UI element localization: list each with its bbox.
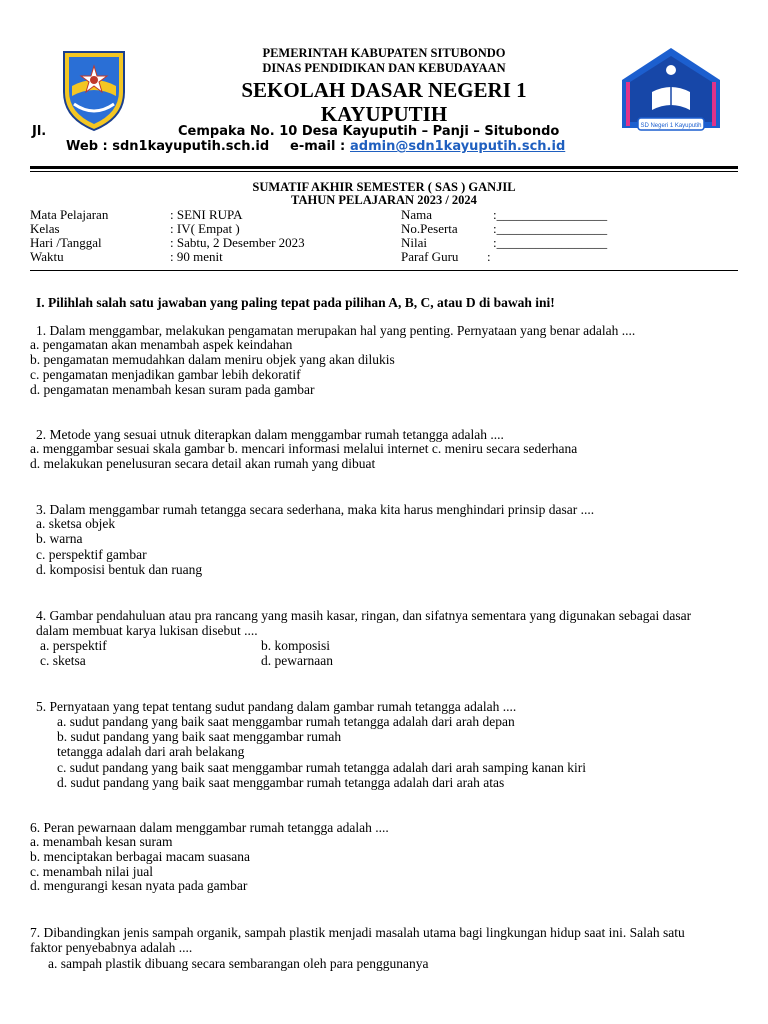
question-5-option-c: c. sudut pandang yang baik saat menggambar rumah tetangga adalah dari arah samping kanan kiri (57, 760, 586, 775)
school-name-line1: SEKOLAH DASAR NEGERI 1 (241, 78, 527, 102)
exam-year: TAHUN PELAJARAN 2023 / 2024 (291, 193, 477, 207)
info-value-participant-no[interactable]: :_________________ (493, 221, 608, 236)
exam-title: SUMATIF AKHIR SEMESTER ( SAS ) GANJIL (252, 180, 516, 194)
question-1-option-c: c. pengamatan menjadikan gambar lebih dekoratif (30, 367, 301, 382)
question-6-option-d: d. mengurangi kesan nyata pada gambar (30, 878, 248, 893)
question-3-option-c: c. perspektif gambar (36, 547, 147, 562)
info-label-subject: Mata Pelajaran (30, 207, 109, 222)
info-value-subject: : SENI RUPA (170, 207, 243, 222)
header-government: PEMERINTAH KABUPATEN SITUBONDO (262, 46, 506, 60)
header-department: DINAS PENDIDIKAN DAN KEBUDAYAAN (262, 61, 506, 75)
question-5-stem: 5. Pernyataan yang tepat tentang sudut pandang dalam gambar rumah tetangga adalah .... (36, 699, 517, 714)
email-link[interactable]: admin@sdn1kayuputih.sch.id (350, 139, 566, 154)
question-6-option-c: c. menambah nilai jual (30, 864, 153, 879)
address: Cempaka No. 10 Desa Kayuputih – Panji – Situbondo (178, 124, 560, 139)
question-4-option-d: d. pewarnaan (261, 653, 333, 668)
header-divider-thick (30, 166, 738, 169)
instruction: I. Pilihlah salah satu jawaban yang paling tepat pada pilihan A, B, C, atau D di bawah ini! (36, 295, 555, 310)
info-label-time: Waktu (30, 249, 64, 264)
question-4-option-b: b. komposisi (261, 638, 331, 653)
question-6-stem: 6. Peran pewarnaan dalam menggambar rumah tetangga adalah .... (30, 820, 389, 835)
question-1-option-a: a. pengamatan akan menambah aspek keindahan (30, 337, 293, 352)
question-1-option-d: d. pengamatan menambah kesan suram pada gambar (30, 382, 315, 397)
question-7-option-a: a. sampah plastik dibuang secara sembarangan oleh para penggunanya (48, 956, 429, 971)
question-3-option-d: d. komposisi bentuk dan ruang (36, 562, 203, 577)
info-label-class: Kelas (30, 221, 60, 236)
question-1-option-b: b. pengamatan memudahkan dalam meniru objek yang akan dilukis (30, 352, 395, 367)
question-4-stem: 4. Gambar pendahuluan atau pra rancang yang masih kasar, ringan, dan sifatnya sementara yang digunakan sebagai dasar (36, 608, 692, 623)
question-5-option-b: b. sudut pandang yang baik saat menggambar rumah (57, 729, 342, 744)
question-2-options-abc: a. menggambar sesuai skala gambar b. mencari informasi melalui internet c. meniru secara sederhana (30, 441, 578, 456)
question-7-stem: 7. Dibandingkan jenis sampah organik, sampah plastik menjadi masalah utama bagi lingkungan hidup saat ini. Salah satu (30, 925, 685, 940)
email-label: e-mail : (290, 139, 346, 154)
school-name-line2: KAYUPUTIH (320, 102, 448, 126)
info-label-teacher-sign: Paraf Guru (401, 249, 459, 264)
info-value-class: : IV( Empat ) (170, 221, 240, 236)
question-4-stem-cont: dalam membuat karya lukisan disebut .... (36, 623, 258, 638)
website: Web : sdn1kayuputih.sch.id (66, 139, 270, 154)
info-value-name[interactable]: :_________________ (493, 207, 608, 222)
question-1-stem: 1. Dalam menggambar, melakukan pengamatan merupakan hal yang penting. Pernyataan yang benar adalah .... (36, 323, 636, 338)
school-logo-text: SD Negeri 1 Kayuputih (640, 123, 702, 129)
info-divider (30, 270, 738, 271)
info-value-time: : 90 menit (170, 249, 223, 264)
info-label-participant-no: No.Peserta (401, 221, 458, 236)
question-4-option-a: a. perspektif (40, 638, 107, 653)
question-5-option-a: a. sudut pandang yang baik saat menggambar rumah tetangga adalah dari arah depan (57, 714, 515, 729)
info-value-date: : Sabtu, 2 Desember 2023 (170, 235, 305, 250)
address-prefix: Jl. (32, 124, 47, 139)
info-label-date: Hari /Tanggal (30, 235, 102, 250)
info-value-teacher-sign: : (487, 249, 491, 264)
question-4-option-c: c. sketsa (40, 653, 86, 668)
question-2-stem: 2. Metode yang sesuai utnuk diterapkan dalam menggambar rumah tetangga adalah .... (36, 427, 504, 442)
question-7-stem-cont: faktor penyebabnya adalah .... (30, 940, 193, 955)
question-3-option-a: a. sketsa objek (36, 516, 116, 531)
question-5-option-d: d. sudut pandang yang baik saat menggambar rumah tetangga adalah dari arah atas (57, 775, 505, 790)
question-2-option-d: d. melakukan penelusuran secara detail akan rumah yang dibuat (30, 456, 376, 471)
question-5-option-b-cont: tetangga adalah dari arah belakang (57, 744, 245, 759)
info-value-score[interactable]: :_________________ (493, 235, 608, 250)
info-label-score: Nilai (401, 235, 427, 250)
question-6-option-b: b. menciptakan berbagai macam suasana (30, 849, 251, 864)
question-3-option-b: b. warna (36, 531, 83, 546)
question-3-stem: 3. Dalam menggambar rumah tetangga secara sederhana, maka kita harus menghindari prinsip dasar .... (36, 502, 595, 517)
question-6-option-a: a. menambah kesan suram (30, 834, 173, 849)
info-label-name: Nama (401, 207, 433, 222)
header-divider-thin (30, 171, 738, 172)
